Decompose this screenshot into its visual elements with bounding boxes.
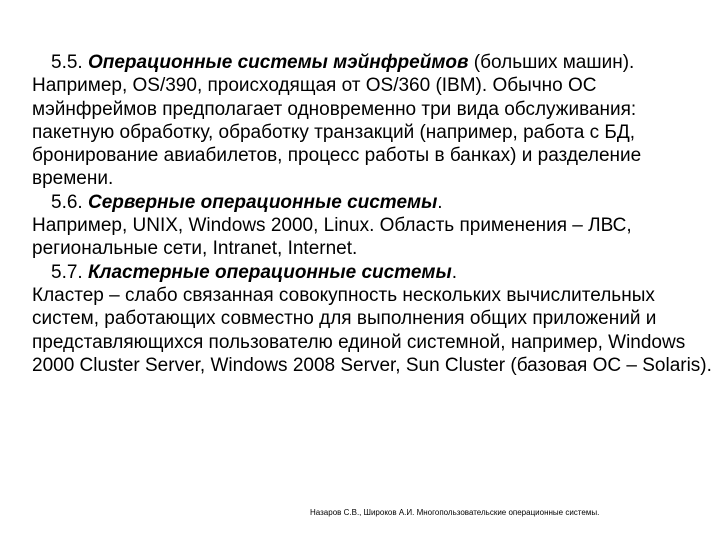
- section-title-suffix: .: [437, 191, 443, 213]
- section-mainframe-os: [32, 51, 712, 191]
- section-heading: [32, 51, 712, 74]
- section-title: Кластерные операционные системы: [87, 261, 452, 283]
- section-body: Например, OS/390, происходящая от OS/360 (IBM). Обычно ОС мэйнфреймов предполагает одновременно три вида обслуживания: пакетную обработку, обработку транзакций (например, работа с БД, бронирование авиабилетов, процесс работы в банках) и разделение времени.: [32, 75, 642, 190]
- section-heading: [32, 261, 712, 284]
- section-body: Кластер – слабо связанная совокупность нескольких вычислительных систем, работающих совместно для выполнения общих приложений и представляющихся пользователю единой системной, например, Windows 2000 Cluster Server, Windows 2008 Server, Sun Cluster (базовая ОС – Solaris).: [32, 284, 712, 376]
- section-server-os: [32, 191, 712, 261]
- section-title: Операционные системы мэйнфреймов: [87, 52, 469, 73]
- section-title-suffix: .: [451, 261, 457, 283]
- section-title-suffix: (больших машин).: [468, 52, 635, 73]
- section-title: Серверные операционные системы: [87, 191, 438, 213]
- section-heading: [32, 191, 712, 214]
- footer-citation: Назаров С.В., Широков А.И. Многопользовательские операционные системы.: [310, 508, 600, 517]
- section-number: 5.6.: [51, 191, 83, 213]
- slide-content: [32, 51, 712, 377]
- section-number: 5.5.: [51, 52, 83, 73]
- section-number: 5.7.: [51, 261, 83, 283]
- section-cluster-os: [32, 261, 712, 377]
- section-body: Например, UNIX, Windows 2000, Linux. Область применения – ЛВС, региональные сети, Intranet, Internet.: [32, 215, 632, 260]
